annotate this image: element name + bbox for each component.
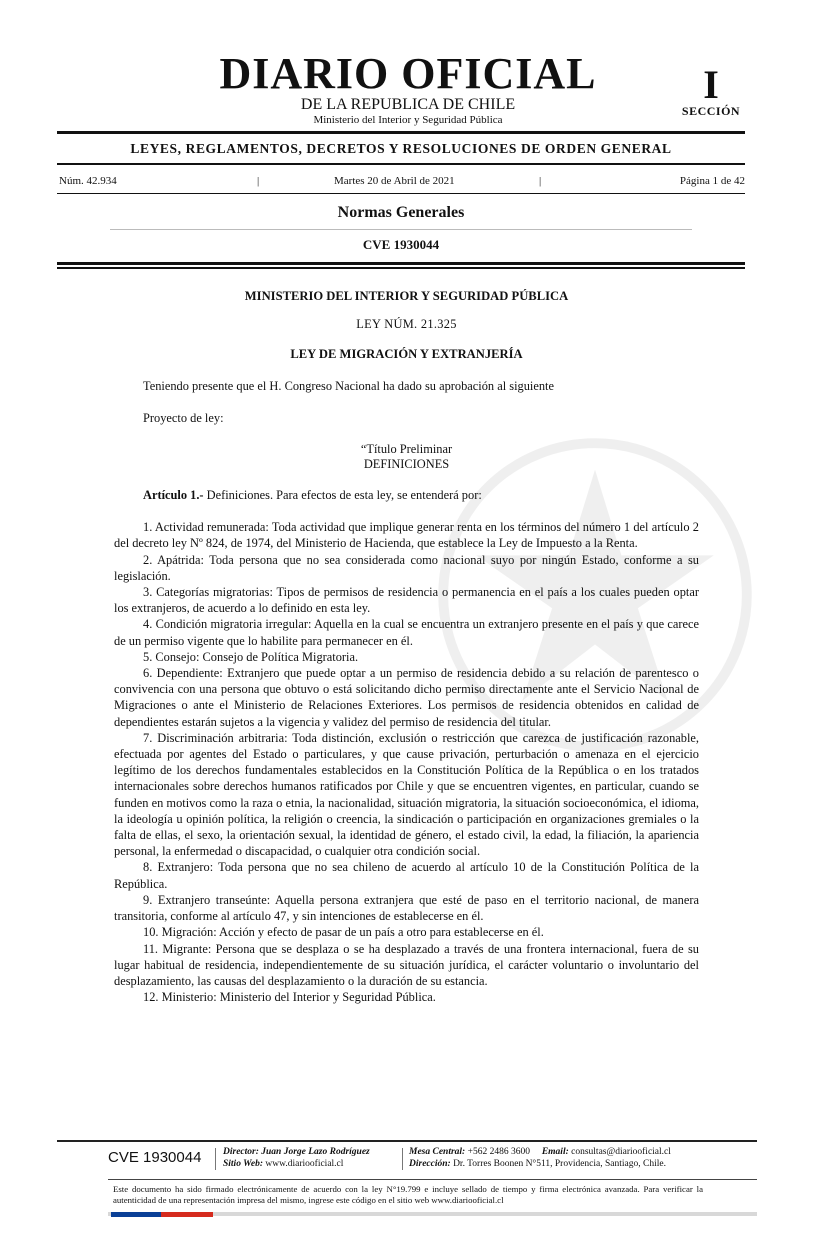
footer-separator <box>215 1148 216 1170</box>
definition-item: 6. Dependiente: Extranjero que puede optar a un permiso de residencia debido a su relación de parentesco o convivencia con una persona que obtuvo o está solicitando dicho permiso directamente ante el Servicio Nacional de Migraciones o ante el Ministerio de Relaciones Exteriores. Los permisos de residencia obtenidos en calidad de dependientes estarán sujetos a la vigencia y validez del permiso de residencia del titular. <box>114 666 699 729</box>
mesa-phone: +562 2486 3600 <box>467 1147 530 1157</box>
info-rule <box>57 193 745 194</box>
issue-number: Núm. 42.934 <box>59 175 117 187</box>
footer-rule <box>57 1140 757 1142</box>
email-label: Email: <box>541 1147 569 1157</box>
title-definiciones: DEFINICIONES <box>363 457 450 472</box>
email-link[interactable]: consultas@diariooficial.cl <box>571 1147 671 1157</box>
newspaper-subtitle: DE LA REPUBLICA DE CHILE <box>300 96 516 113</box>
masthead-ministry: Ministerio del Interior y Seguridad Pública <box>313 114 503 126</box>
double-rule-bottom <box>57 267 745 269</box>
director-name: Juan Jorge Lazo Rodríguez <box>261 1147 370 1157</box>
newspaper-title: DIARIO OFICIAL <box>219 49 597 98</box>
section-number: I <box>703 62 719 107</box>
issuing-ministry: MINISTERIO DEL INTERIOR Y SEGURIDAD PÚBLICA <box>244 289 569 303</box>
law-number: LEY NÚM. 21.325 <box>356 317 457 332</box>
footer-cve: CVE 1930044 <box>108 1149 202 1166</box>
flag-stripe-red <box>161 1212 213 1217</box>
definition-item: 3. Categorías migratorias: Tipos de permisos de residencia o permanencia en el país a los cuales pueden optar los extranjeros, de acuerdo a lo definido en esta ley. <box>114 585 699 616</box>
issue-date: Martes 20 de Abril de 2021 <box>334 175 455 187</box>
site-label: Sitio Web: <box>223 1158 264 1169</box>
issue-info-bar <box>57 175 745 189</box>
flag-stripe-blue <box>111 1212 161 1217</box>
definition-item: 12. Ministerio: Ministerio del Interior y Seguridad Pública. <box>143 990 436 1005</box>
page-indicator: Página 1 de 42 <box>679 175 745 187</box>
definition-item: 2. Apátrida: Toda persona que no sea considerada como nacional suyo por ningún Estado, conforme a su legislación. <box>114 552 699 583</box>
cve-code: CVE 1930044 <box>362 237 440 252</box>
title-preliminar: “Título Preliminar <box>360 442 453 457</box>
definition-item: 7. Discriminación arbitraria: Toda distinción, exclusión o restricción que carezca de justificación razonable, efectuada por agentes del Estado o particulares, y que cause privación, perturbación o amenaza en el ejercicio legítimo de los derechos fundamentales establecidos en la Constitución Política de la República o en los tratados internacionales sobre derechos humanos ratificados por Chile y que se encuentren vigentes, en particular, cuando se funden en motivos como la raza o etnia, la nacionalidad, situación migratoria, la situación socioeconómica, el idioma, la ideología u opinión política, la religión o creencia, la sindicación o participación en organizaciones gremiales o la falta de ellas, el sexo, la orientación sexual, la identidad de género, el estado civil, la edad, la filiación, la apariencia personal, la enfermedad o discapacidad, o cualquier otra condición social. <box>114 730 699 859</box>
address-text: Dr. Torres Boonen N°511, Providencia, Santiago, Chile. <box>453 1158 666 1169</box>
article-1-heading <box>114 487 699 503</box>
mesa-label: Mesa Central: <box>409 1147 466 1157</box>
document-body <box>114 288 699 1005</box>
definition-item: 8. Extranjero: Toda persona que no sea chileno de acuerdo al artículo 10 de la Constitución Política de la República. <box>114 860 699 891</box>
footer-contact-block <box>409 1147 671 1170</box>
article-label: Artículo 1.- <box>143 488 204 503</box>
definition-item: 4. Condición migratoria irregular: Aquella en la cual se encuentra un extranjero presente en el país y que carece de un permiso vigente que lo habilite para permanecer en él. <box>114 617 699 648</box>
definition-item: 9. Extranjero transeúnte: Aquella persona extranjera que esté de paso en el territorio nacional, de manera transitoria, conforme al artículo 47, y sin intenciones de establecerse en él. <box>114 892 699 924</box>
footer-signature-note: Este documento ha sido firmado electrónicamente de acuerdo con la ley N°19.799 e incluye sellado de tiempo y firma electrónica avanzada. Para verificar la autenticidad de una representación impresa del mismo, ingrese este código en el sitio web www.diariooficial.cl <box>113 1184 703 1205</box>
definition-item: 5. Consejo: Consejo de Política Migratoria. <box>143 649 359 664</box>
header-rule-top <box>57 131 745 134</box>
law-title: LEY DE MIGRACIÓN Y EXTRANJERÍA <box>290 347 523 362</box>
section-indicator <box>676 62 746 118</box>
proyecto-label: Proyecto de ley: <box>143 410 224 425</box>
footer-separator <box>402 1148 403 1170</box>
category-heading: Normas Generales <box>337 204 465 221</box>
footer-director-block <box>223 1147 370 1170</box>
double-rule-top <box>57 262 745 265</box>
section-label: SECCIÓN <box>681 104 741 118</box>
info-separator: | <box>539 175 542 187</box>
definition-item: 10. Migración: Acción y efecto de pasar de un país a otro para establecerse en él. <box>143 925 544 940</box>
definition-item: 1. Actividad remunerada: Toda actividad que implique generar renta en los términos del número 1 del artículo 2 del decreto ley Nº 824, de 1974, del Ministerio de Hacienda, que establece la Ley de Impuesto a la Renta. <box>114 520 699 551</box>
intro-paragraph: Teniendo presente que el H. Congreso Nacional ha dado su aprobación al siguiente <box>143 378 554 393</box>
footer-rule-secondary <box>108 1179 757 1180</box>
definition-item: 11. Migrante: Persona que se desplaza o se ha desplazado a través de una frontera internacional, fuera de su lugar habitual de residencia, independientemente de su situación jurídica, el carácter voluntario o involuntario del desplazamiento, las causas del desplazamiento o la duración de su estancia. <box>114 941 699 988</box>
article-text: Definiciones. Para efectos de esta ley, se entenderá por: <box>203 488 482 503</box>
director-label: Director: <box>223 1147 259 1157</box>
section-banner: LEYES, REGLAMENTOS, DECRETOS Y RESOLUCIONES DE ORDEN GENERAL <box>130 141 672 156</box>
info-separator: | <box>257 175 260 187</box>
header-rule-mid <box>57 163 745 165</box>
site-link[interactable]: www.diariooficial.cl <box>265 1158 344 1169</box>
title-heading <box>114 442 699 472</box>
category-divider <box>110 229 692 230</box>
address-label: Dirección: <box>409 1158 451 1169</box>
